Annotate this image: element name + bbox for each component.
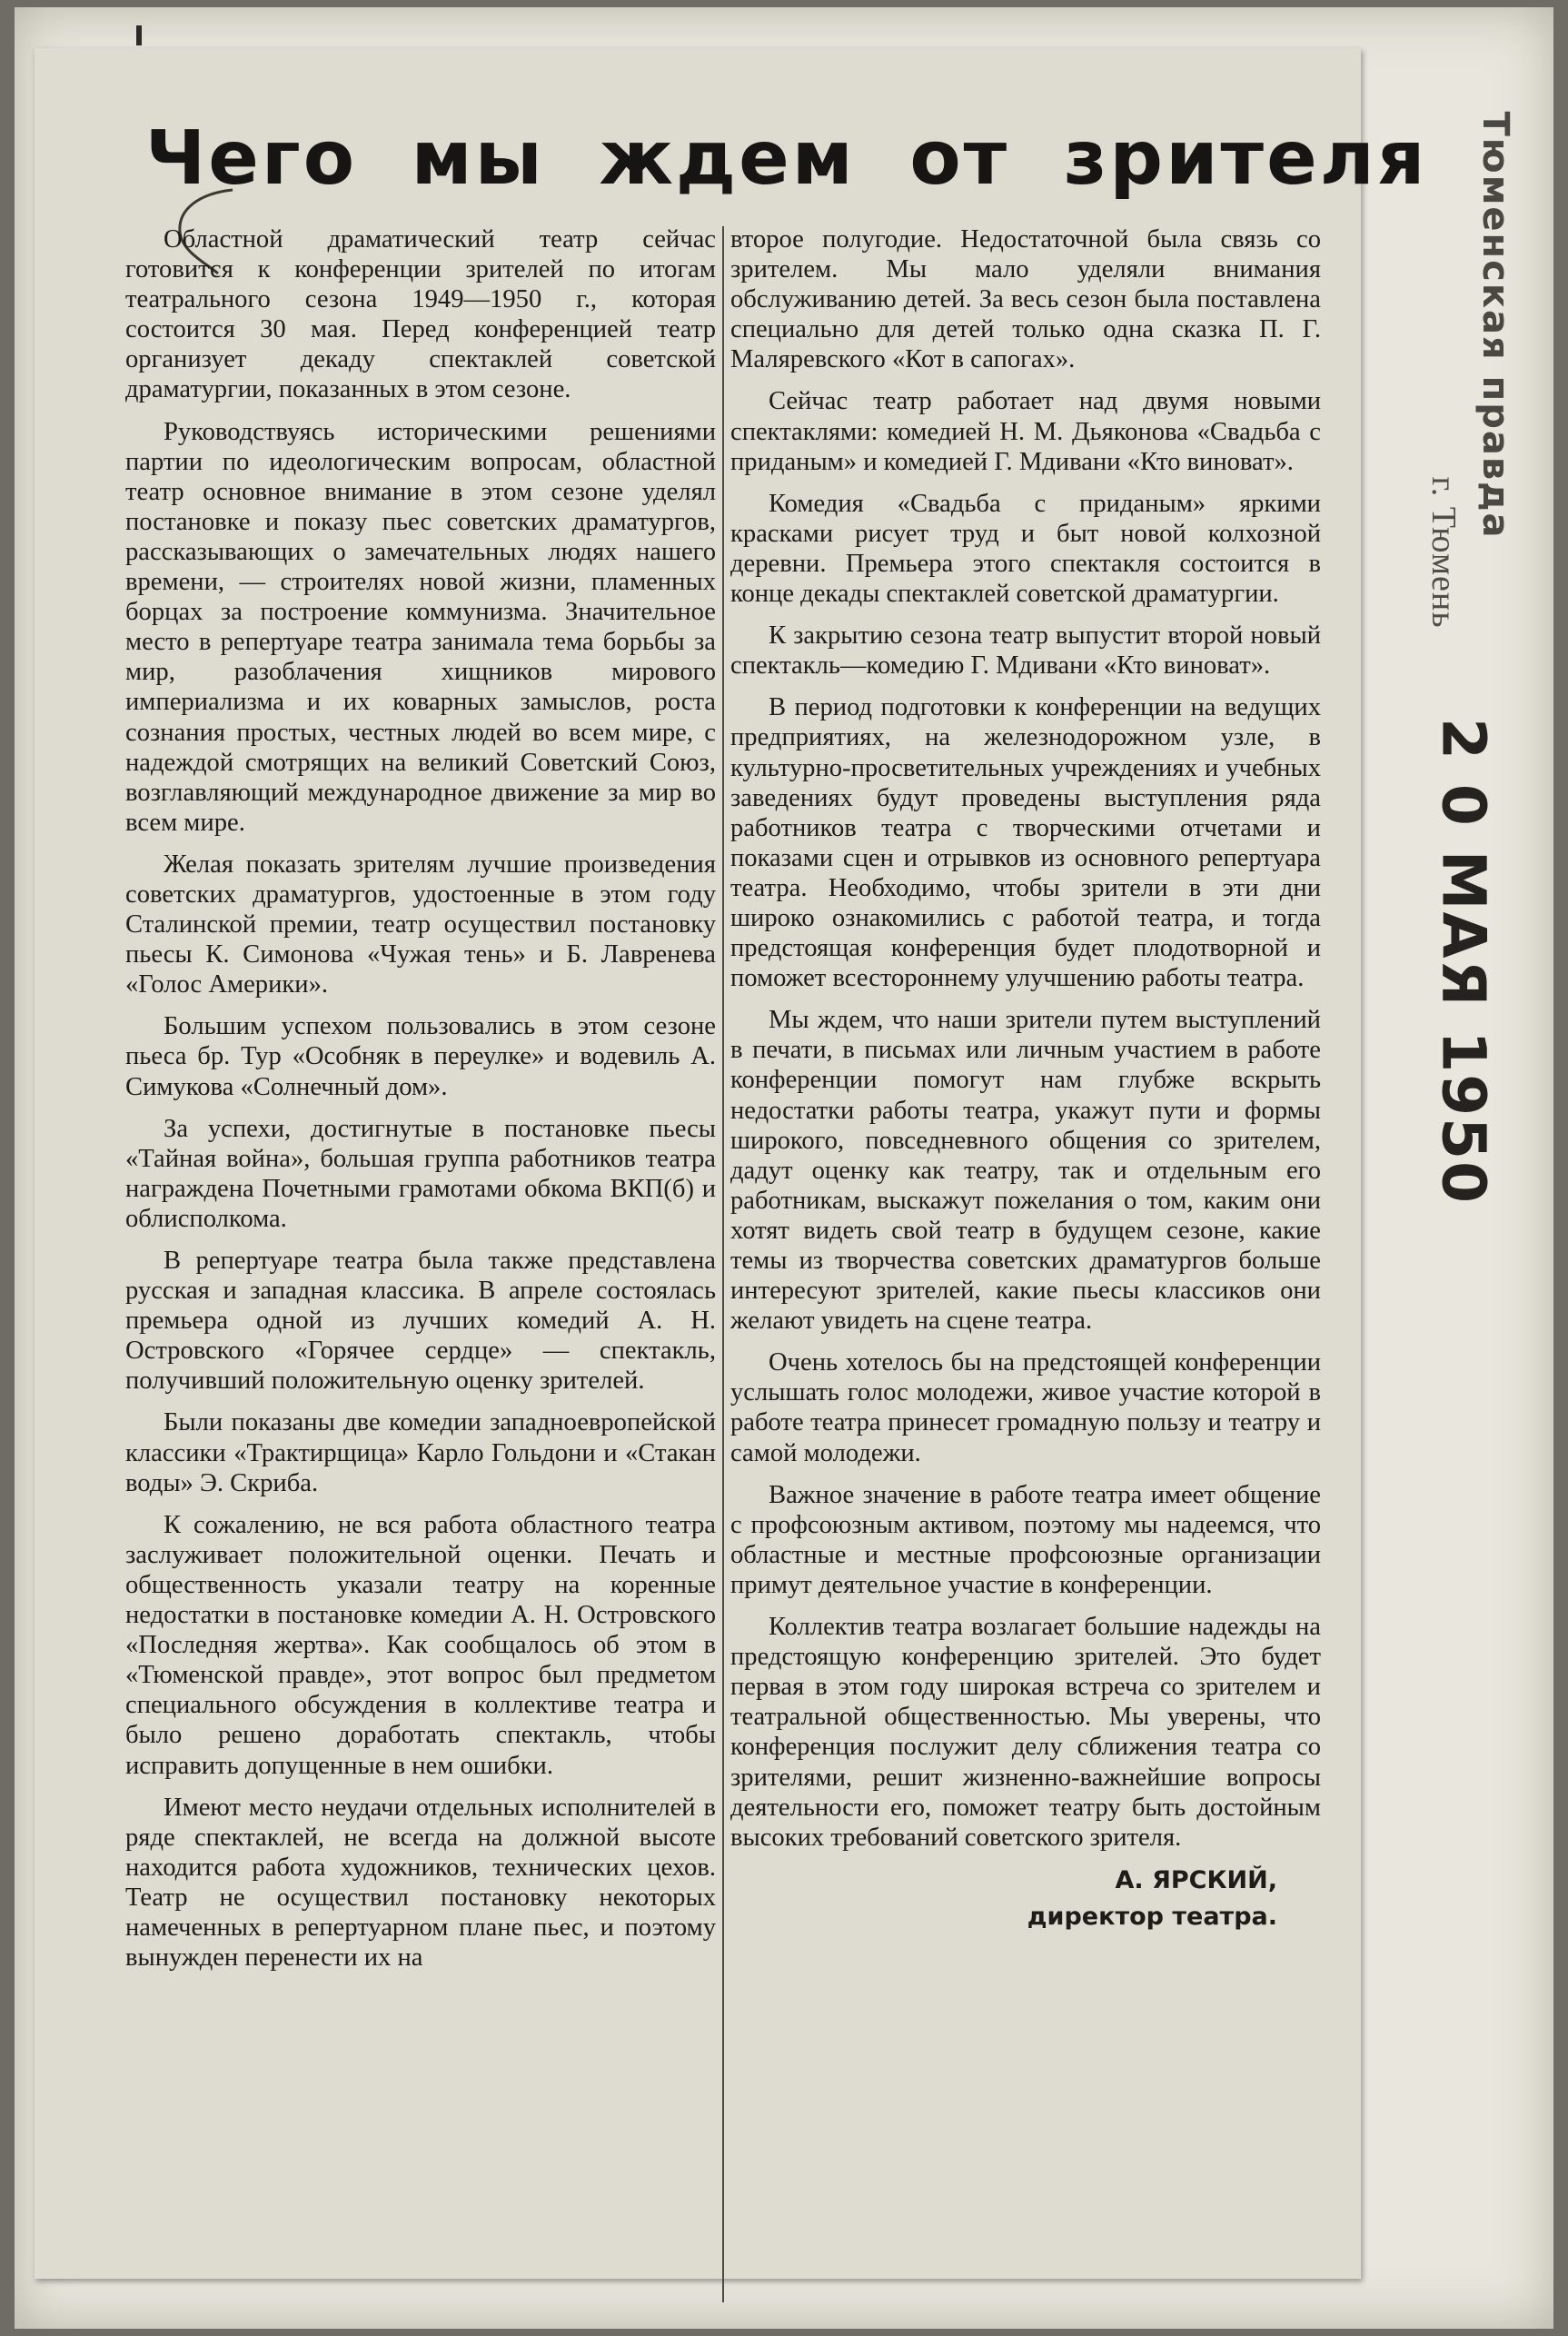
article-paragraph: В период подготовки к конференции на ведущих предприятиях, на железнодорожном узле, в культурно-просветительных учреждениях и учебных заведениях будут проведены выступления ряда работников театра с творческими отчетами и показами сцен и отрывков из основного репертуара театра. Необходимо, чтобы зрители в эти дни широко ознакомились с работой театра, и тогда предстоящая конференция будет плодотворной и поможет всестороннему улучшению работы театра. <box>730 693 1321 993</box>
archive-sheet <box>15 7 1553 2329</box>
article-paragraph: Большим успехом пользовались в этом сезоне пьеса бр. Тур «Особняк в переулке» и водевиль А. Симукова «Солнечный дом». <box>125 1012 716 1101</box>
article-paragraph: Комедия «Свадьба с приданым» яркими красками рисует труд и быт новой колхозной деревни. Премьера этого спектакля состоится в конце декады спектаклей советской драматургии. <box>730 489 1321 609</box>
article-paragraph: К закрытию сезона театр выпустит второй новый спектакль—комедию Г. Мдивани «Кто виноват». <box>730 621 1321 681</box>
article-paragraph: К сожалению, не вся работа областного театра заслуживает положительной оценки. Печать и общественность указали театру на коренные недостатки в постановке комедии А. Н. Островского «Последняя жертва». Как сообщалось об этом в «Тюменской правде», этот вопрос был предметом специального обсуждения в коллективе театра и было решено доработать спектакль, чтобы исправить допущенные в нем ошибки. <box>125 1510 716 1780</box>
city-label: г. Тюмень <box>1424 476 1463 629</box>
article-paragraph: В репертуаре театра была также представлена русская и западная классика. В апреле состоялась премьера одной из лучших комедий А. Н. Островского «Горячее сердце» — спектакль, получивший положительную оценку зрителей. <box>125 1247 716 1396</box>
article-column-right <box>730 224 1321 1933</box>
article-paragraph: Коллектив театра возлагает большие надежды на предстоящую конференцию зрителей. Это будет первая в этом году широкая встреча со зрителем и театральной общественностью. Мы уверены, что конференция послужит делу сближения театра со зрителями, решит жизненно-важнейшие вопросы деятельности его, поможет театру быть достойным высоких требований советского зрителя. <box>730 1613 1321 1852</box>
newspaper-clipping <box>35 48 1428 2279</box>
ink-mark <box>136 25 142 45</box>
article-paragraph: Были показаны две комедии западноевропейской классики «Трактирщица» Карло Гольдони и «Стакан воды» Э. Скриба. <box>125 1408 716 1497</box>
article-column-left <box>125 224 716 1984</box>
author-position: директор театра. <box>1027 1902 1277 1931</box>
article-title: Чего мы ждем от зрителя <box>145 115 1428 202</box>
date-stamp: 2 0 МАЯ 1950 <box>1428 717 1499 1206</box>
article-paragraph: За успехи, достигнутые в постановке пьесы «Тайная война», большая группа работников театра награждена Почетными грамотами обкома ВКП(б) и облисполкома. <box>125 1114 716 1233</box>
article-paragraph: Мы ждем, что наши зрители путем выступлений в печати, в письмах или личным участием в работе конференции помогут нам глубже вскрыть недостатки работы театра, укажут пути и формы широкого, повседневного общения со зрителем, дадут оценку как театру, так и отдельным его работникам, выскажут пожелания о том, каким они хотят видеть свой театр в будущем сезоне, какие темы из творчества советских драматургов больше интересуют зрителей, какие пьесы классиков они желают увидеть на сцене театра. <box>730 1006 1321 1336</box>
article-paragraph: Сейчас театр работает над двумя новыми спектаклями: комедией Н. М. Дьяконова «Свадьба с приданым» и комедией Г. Мдивани «Кто виноват». <box>730 387 1321 476</box>
author-name: А. ЯРСКИЙ, <box>1115 1865 1277 1894</box>
column-divider <box>722 226 724 2302</box>
article-paragraph: Областной драматический театр сейчас готовится к конференции зрителей по итогам театрального сезона 1949—1950 г., которая состоится 30 мая. Перед конференцией театр организует декаду спектаклей советской драматургии, показанных в этом сезоне. <box>125 225 716 404</box>
article-paragraph: Очень хотелось бы на предстоящей конференции услышать голос молодежи, живое участие которой в работе театра принесет громадную пользу и театру и самой молодежи. <box>730 1348 1321 1467</box>
article-paragraph: второе полугодие. Недостаточной была связь со зрителем. Мы мало уделяли внимания обслуживанию детей. За весь сезон была поставлена специально для детей только одна сказка П. Г. Маляревского «Кот в сапогах». <box>730 225 1321 374</box>
article-paragraph: Руководствуясь историческими решениями партии по идеологическим вопросам, областной театр основное внимание в этом сезоне уделял постановке и показу пьес советских драматургов, рассказывающих о замечательных людях нашего времени, — строителях новой жизни, пламенных борцах за построение коммунизма. Значительное место в репертуаре театра занимала тема борьбы за мир, разоблачения хищников мирового империализма и их коварных замыслов, роста сознания простых, честных людей во всем мире, с надеждой смотрящих на великий Советский Союз, возглавляющий международное движение за мир во всем мире. <box>125 417 716 837</box>
article-paragraph: Важное значение в работе театра имеет общение с профсоюзным активом, поэтому мы надеемся, что областные и местные профсоюзные организации примут деятельное участие в конференции. <box>730 1480 1321 1599</box>
article-paragraph: Имеют место неудачи отдельных исполнителей в ряде спектаклей, не всегда на должной высоте находится работа художников, технических цехов. Театр не осуществил постановку некоторых намеченных в репертуарном плане пьес, и поэтому вынужден перенести их на <box>125 1793 716 1973</box>
newspaper-name: Тюменская правда <box>1474 111 1516 540</box>
article-paragraph: Желая показать зрителям лучшие произведения советских драматургов, удостоенные в этом году Сталинской премии, театр осуществил постановку пьесы К. Симонова «Чужая тень» и Б. Лавренева «Голос Америки». <box>125 850 716 999</box>
